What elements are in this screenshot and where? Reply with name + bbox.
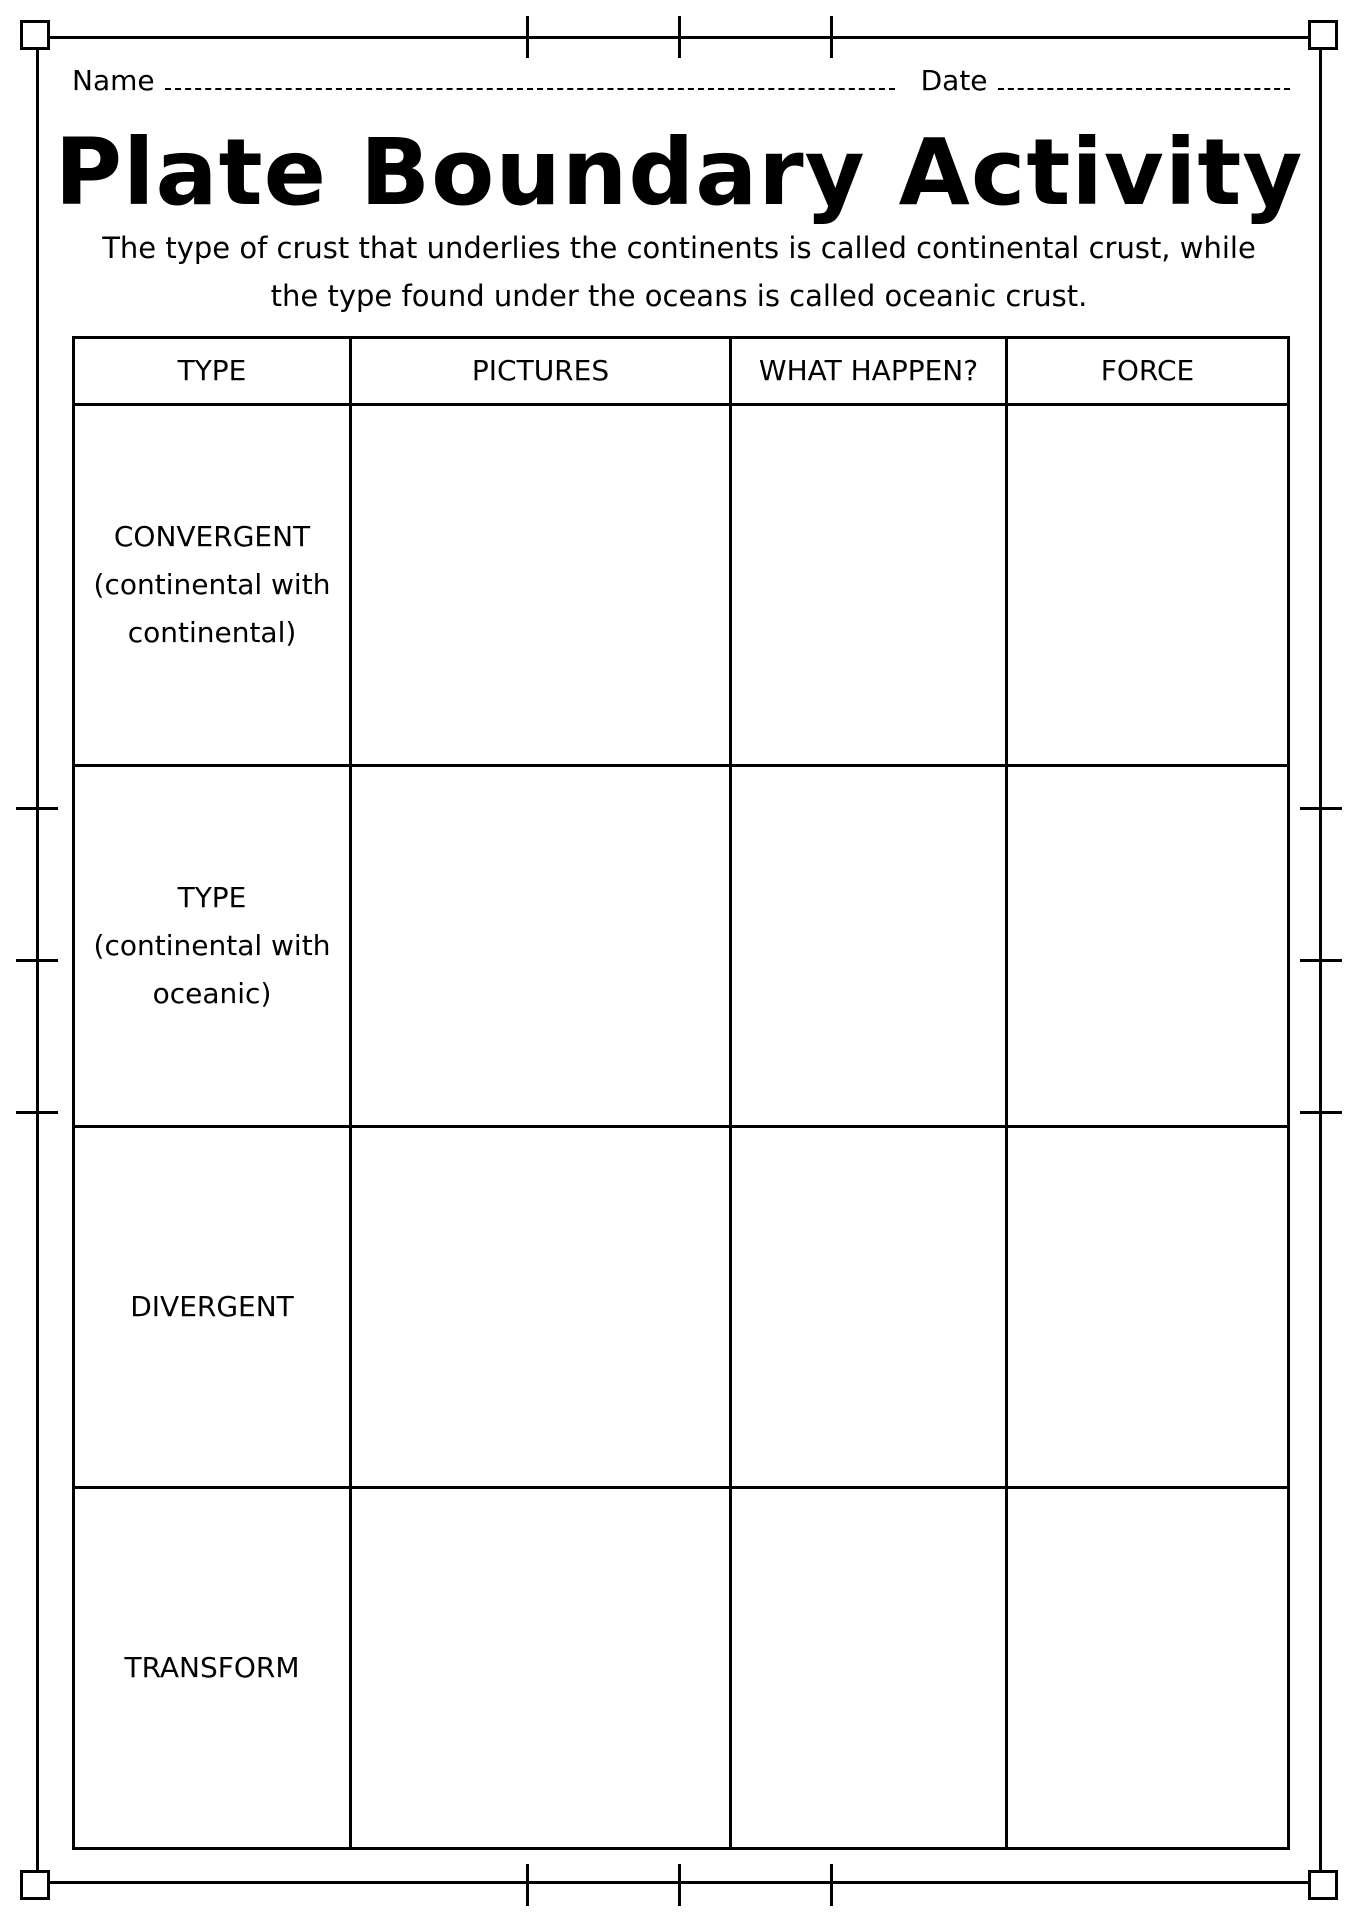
column-header-what-happen: WHAT HAPPEN? xyxy=(731,338,1007,405)
table-row xyxy=(74,1488,1289,1849)
border-tick xyxy=(1300,1111,1342,1114)
type-cell xyxy=(74,1488,351,1849)
pictures-cell[interactable] xyxy=(351,1488,731,1849)
plate-boundary-table xyxy=(72,336,1290,1850)
force-cell[interactable] xyxy=(1007,405,1289,766)
type-line: TYPE xyxy=(177,881,247,914)
type-line: oceanic) xyxy=(152,977,272,1010)
type-cell xyxy=(74,1127,351,1488)
table-row xyxy=(74,1127,1289,1488)
border-tick xyxy=(16,807,58,810)
date-label: Date xyxy=(920,64,988,97)
type-cell xyxy=(74,766,351,1127)
pictures-cell[interactable] xyxy=(351,405,731,766)
type-line: (continental with xyxy=(93,929,331,962)
type-line: continental) xyxy=(127,616,297,649)
border-tick xyxy=(526,16,529,58)
corner-square-bottom-right xyxy=(1308,1870,1338,1900)
column-header-force: FORCE xyxy=(1007,338,1289,405)
what-happen-cell[interactable] xyxy=(731,1488,1007,1849)
border-tick xyxy=(526,1864,529,1906)
border-tick xyxy=(16,959,58,962)
name-blank-line[interactable] xyxy=(165,62,895,90)
intro-text: The type of crust that underlies the continents is called continental crust, while the type found under the oceans is called oceanic crust. xyxy=(102,231,1256,313)
pictures-cell[interactable] xyxy=(351,1127,731,1488)
table-row xyxy=(74,405,1289,766)
what-happen-cell[interactable] xyxy=(731,1127,1007,1488)
date-blank-line[interactable] xyxy=(998,62,1290,90)
table-header-row xyxy=(74,338,1289,405)
force-cell[interactable] xyxy=(1007,1127,1289,1488)
force-cell[interactable] xyxy=(1007,766,1289,1127)
column-header-pictures: PICTURES xyxy=(351,338,731,405)
corner-square-top-right xyxy=(1308,20,1338,50)
worksheet-title: Plate Boundary Activity xyxy=(54,119,1304,226)
type-line: CONVERGENT xyxy=(113,520,311,553)
corner-square-top-left xyxy=(20,20,50,50)
border-tick xyxy=(830,1864,833,1906)
type-cell xyxy=(74,405,351,766)
name-label: Name xyxy=(72,64,155,97)
border-tick xyxy=(1300,959,1342,962)
border-tick xyxy=(830,16,833,58)
type-line: TRANSFORM xyxy=(124,1651,300,1684)
corner-square-bottom-left xyxy=(20,1870,50,1900)
what-happen-cell[interactable] xyxy=(731,766,1007,1127)
what-happen-cell[interactable] xyxy=(731,405,1007,766)
border-tick xyxy=(16,1111,58,1114)
name-date-row xyxy=(72,62,1290,102)
border-tick xyxy=(678,16,681,58)
type-line: DIVERGENT xyxy=(130,1290,294,1323)
force-cell[interactable] xyxy=(1007,1488,1289,1849)
table-row xyxy=(74,766,1289,1127)
border-tick xyxy=(1300,807,1342,810)
type-line: (continental with xyxy=(93,568,331,601)
border-tick xyxy=(678,1864,681,1906)
pictures-cell[interactable] xyxy=(351,766,731,1127)
column-header-type: TYPE xyxy=(74,338,351,405)
